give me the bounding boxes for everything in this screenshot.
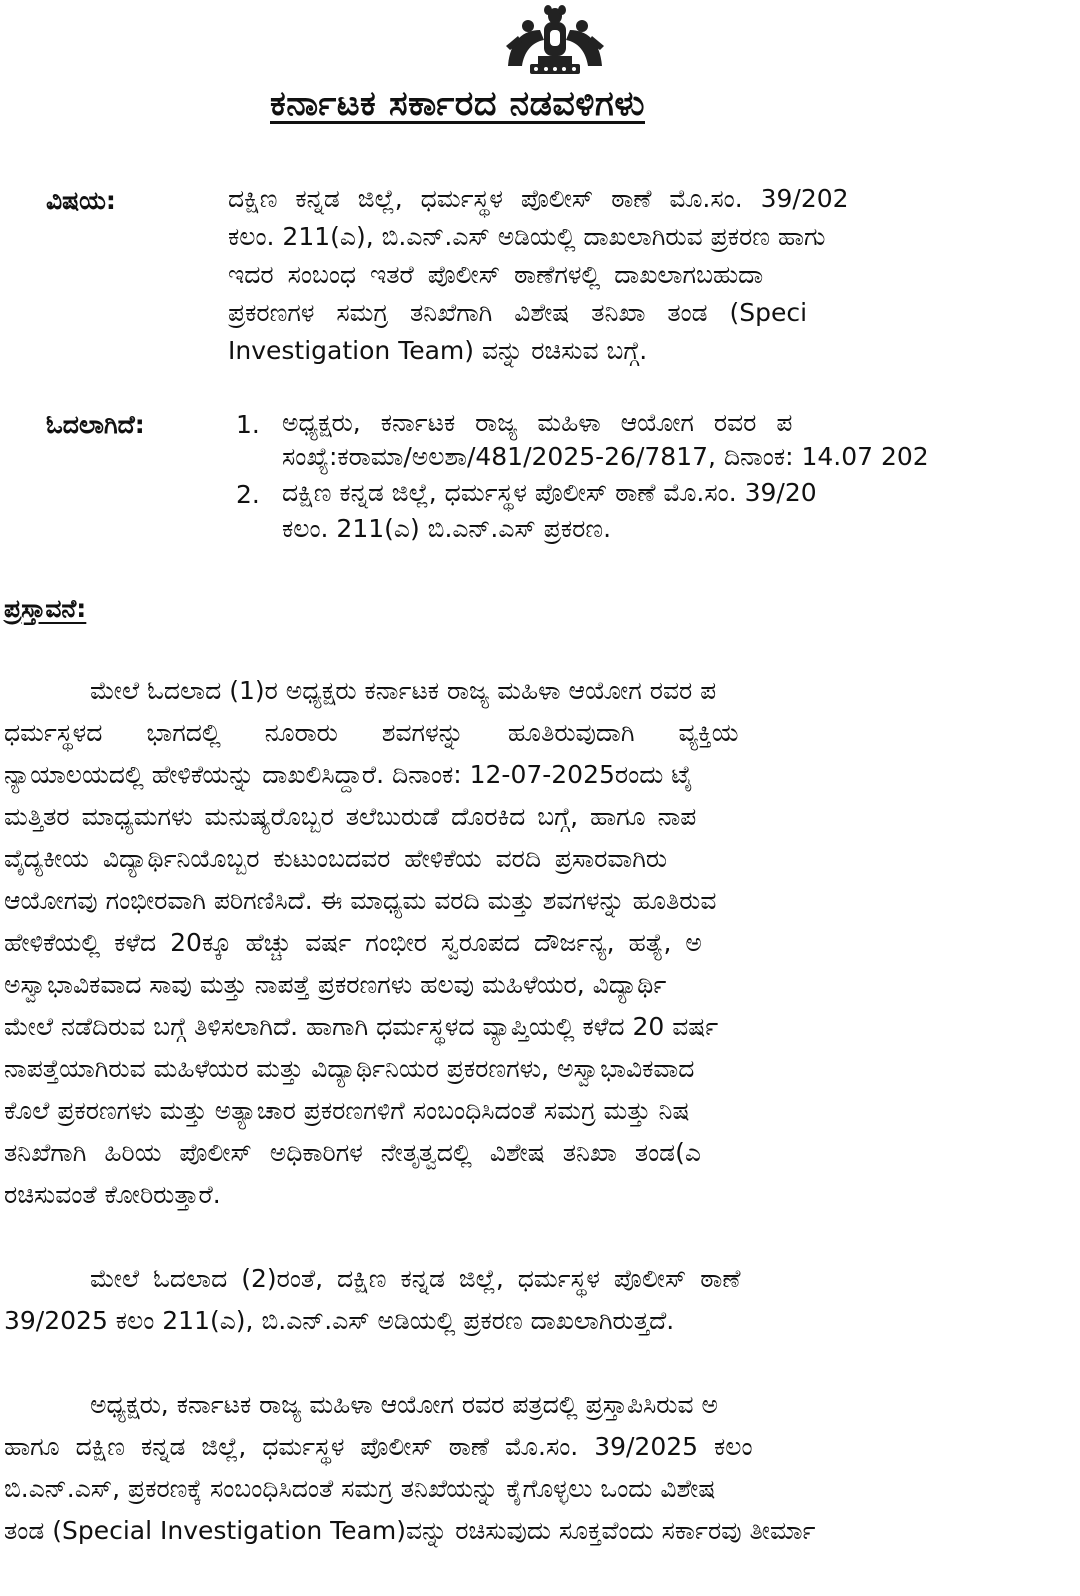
subject-label: ವಿಷಯ:: [46, 186, 116, 215]
document-heading: ಕರ್ನಾಟಕ ಸರ್ಕಾರದ ನಡವಳಿಗಳು: [270, 84, 645, 124]
paragraph-line: ನ್ಯಾಯಾಲಯದಲ್ಲಿ ಹೇಳಿಕೆಯನ್ನು ದಾಖಲಿಸಿದ್ದಾರೆ. ದಿನಾಂಕ: 12-07-2025ರಂದು ಟೈ: [4, 760, 693, 789]
paragraph-line: ತಂಡ (Special Investigation Team)ವನ್ನು ರಚಿಸುವುದು ಸೂಕ್ತವೆಂದು ಸರ್ಕಾರವು ತೀರ್ಮಾ: [4, 1516, 816, 1545]
paragraph-line: ಆಯೋಗವು ಗಂಭೀರವಾಗಿ ಪರಿಗಣಿಸಿದೆ. ಈ ಮಾಧ್ಯಮ ವರದಿ ಮತ್ತು ಶವಗಳನ್ನು ಹೂತಿರುವ: [4, 886, 717, 915]
preamble-heading: ಪ್ರಸ್ತಾವನೆ:: [4, 594, 87, 623]
paragraph-line: ಮೇಲೆ ಓದಲಾದ (2)ರಂತೆ, ದಕ್ಷಿಣ ಕನ್ನಡ ಜಿಲ್ಲೆ, ಧರ್ಮಸ್ಥಳ ಪೊಲೀಸ್ ಠಾಣೆ: [90, 1264, 741, 1293]
paragraph-line: ಧರ್ಮಸ್ಥಳದ ಭಾಗದಲ್ಲಿ ನೂರಾರು ಶವಗಳನ್ನು ಹೂತಿರುವುದಾಗಿ ವ್ಯಕ್ತಿಯ: [4, 718, 739, 747]
paragraph-line: ತನಿಖೆಗಾಗಿ ಹಿರಿಯ ಪೊಲೀಸ್ ಅಧಿಕಾರಿಗಳ ನೇತೃತ್ವದಲ್ಲಿ ವಿಶೇಷ ತನಿಖಾ ತಂಡ(ಎ: [4, 1138, 701, 1167]
paragraph-line: ಮೇಲೆ ನಡೆದಿರುವ ಬಗ್ಗೆ ತಿಳಿಸಲಾಗಿದೆ. ಹಾಗಾಗಿ ಧರ್ಮಸ್ಥಳದ ವ್ಯಾಪ್ತಿಯಲ್ಲಿ ಕಳೆದ 20 ವರ್ಷ: [4, 1012, 719, 1041]
subject-line: ದಕ್ಷಿಣ ಕನ್ನಡ ಜಿಲ್ಲೆ, ಧರ್ಮಸ್ಥಳ ಪೊಲೀಸ್ ಠಾಣೆ ಮೊ.ಸಂ. 39/202: [228, 184, 849, 213]
reference-line: ಕಲಂ. 211(ಎ) ಬಿ.ಎನ್.ಎಸ್ ಪ್ರಕರಣ.: [282, 514, 612, 543]
state-emblem-icon: [500, 0, 610, 78]
paragraph-line: ಹೇಳಿಕೆಯಲ್ಲಿ ಕಳೆದ 20ಕ್ಕೂ ಹೆಚ್ಚು ವರ್ಷ ಗಂಭೀರ ಸ್ವರೂಪದ ದೌರ್ಜನ್ಯ, ಹತ್ಯೆ, ಅ: [4, 928, 702, 957]
subject-line: ಇದರ ಸಂಬಂಧ ಇತರೆ ಪೊಲೀಸ್ ಠಾಣೆಗಳಲ್ಲಿ ದಾಖಲಾಗಬಹುದಾ: [228, 260, 764, 289]
paragraph-line: ನಾಪತ್ತೆಯಾಗಿರುವ ಮಹಿಳೆಯರ ಮತ್ತು ವಿದ್ಯಾರ್ಥಿನಿಯರ ಪ್ರಕರಣಗಳು, ಅಸ್ವಾಭಾವಿಕವಾದ: [4, 1054, 695, 1083]
reference-line: ಅಧ್ಯಕ್ಷರು, ಕರ್ನಾಟಕ ರಾಜ್ಯ ಮಹಿಳಾ ಆಯೋಗ ರವರ ಪ: [282, 408, 793, 437]
reference-number: 2.: [236, 480, 260, 509]
references-label: ಓದಲಾಗಿದೆ:: [46, 410, 145, 439]
reference-line: ದಕ್ಷಿಣ ಕನ್ನಡ ಜಿಲ್ಲೆ, ಧರ್ಮಸ್ಥಳ ಪೊಲೀಸ್ ಠಾಣೆ ಮೊ.ಸಂ. 39/20: [282, 478, 817, 507]
paragraph-line: ವೈದ್ಯಕೀಯ ವಿದ್ಯಾರ್ಥಿನಿಯೊಬ್ಬರ ಕುಟುಂಬದವರ ಹೇಳಿಕೆಯ ವರದಿ ಪ್ರಸಾರವಾಗಿರು: [4, 844, 668, 873]
paragraph-line: 39/2025 ಕಲಂ 211(ಎ), ಬಿ.ಎನ್.ಎಸ್ ಅಡಿಯಲ್ಲಿ ಪ್ರಕರಣ ದಾಖಲಾಗಿರುತ್ತದೆ.: [4, 1306, 675, 1335]
paragraph-line: ಮತ್ತಿತರ ಮಾಧ್ಯಮಗಳು ಮನುಷ್ಯರೊಬ್ಬರ ತಲೆಬುರುಡೆ ದೊರಕಿದ ಬಗ್ಗೆ, ಹಾಗೂ ನಾಪ: [4, 802, 697, 831]
paragraph-line: ಹಾಗೂ ದಕ್ಷಿಣ ಕನ್ನಡ ಜಿಲ್ಲೆ, ಧರ್ಮಸ್ಥಳ ಪೊಲೀಸ್ ಠಾಣೆ ಮೊ.ಸಂ. 39/2025 ಕಲಂ: [4, 1432, 753, 1461]
paragraph-line: ಬಿ.ಎನ್.ಎಸ್, ಪ್ರಕರಣಕ್ಕೆ ಸಂಬಂಧಿಸಿದಂತೆ ಸಮಗ್ರ ತನಿಖೆಯನ್ನು ಕೈಗೊಳ್ಳಲು ಒಂದು ವಿಶೇಷ: [4, 1474, 716, 1503]
paragraph-line: ಮೇಲೆ ಓದಲಾದ (1)ರ ಅಧ್ಯಕ್ಷರು ಕರ್ನಾಟಕ ರಾಜ್ಯ ಮಹಿಳಾ ಆಯೋಗ ರವರ ಪ: [90, 676, 717, 705]
paragraph-line: ಕೊಲೆ ಪ್ರಕರಣಗಳು ಮತ್ತು ಅತ್ಯಾಚಾರ ಪ್ರಕರಣಗಳಿಗೆ ಸಂಬಂಧಿಸಿದಂತೆ ಸಮಗ್ರ ಮತ್ತು ನಿಷ: [4, 1096, 690, 1125]
reference-line: ಸಂಖ್ಯೆ:ಕರಾಮಾ/ಅಲಶಾ/481/2025-26/7817, ದಿನಾಂಕ: 14.07 202: [282, 442, 929, 471]
paragraph-line: ರಚಿಸುವಂತೆ ಕೋರಿರುತ್ತಾರೆ.: [4, 1180, 221, 1209]
paragraph-line: ಅಸ್ವಾಭಾವಿಕವಾದ ಸಾವು ಮತ್ತು ನಾಪತ್ತೆ ಪ್ರಕರಣಗಳು ಹಲವು ಮಹಿಳೆಯರ, ವಿದ್ಯಾರ್ಥಿ: [4, 970, 667, 999]
subject-line: Investigation Team) ವನ್ನು ರಚಿಸುವ ಬಗ್ಗೆ.: [228, 336, 648, 365]
reference-number: 1.: [236, 410, 260, 439]
subject-line: ಕಲಂ. 211(ಎ), ಬಿ.ಎನ್.ಎಸ್ ಅಡಿಯಲ್ಲಿ ದಾಖಲಾಗಿರುವ ಪ್ರಕರಣ ಹಾಗು: [228, 222, 826, 251]
paragraph-line: ಅಧ್ಯಕ್ಷರು, ಕರ್ನಾಟಕ ರಾಜ್ಯ ಮಹಿಳಾ ಆಯೋಗ ರವರ ಪತ್ರದಲ್ಲಿ ಪ್ರಸ್ತಾಪಿಸಿರುವ ಅ: [90, 1390, 718, 1419]
subject-line: ಪ್ರಕರಣಗಳ ಸಮಗ್ರ ತನಿಖೆಗಾಗಿ ವಿಶೇಷ ತನಿಖಾ ತಂಡ (Speci: [228, 298, 808, 327]
